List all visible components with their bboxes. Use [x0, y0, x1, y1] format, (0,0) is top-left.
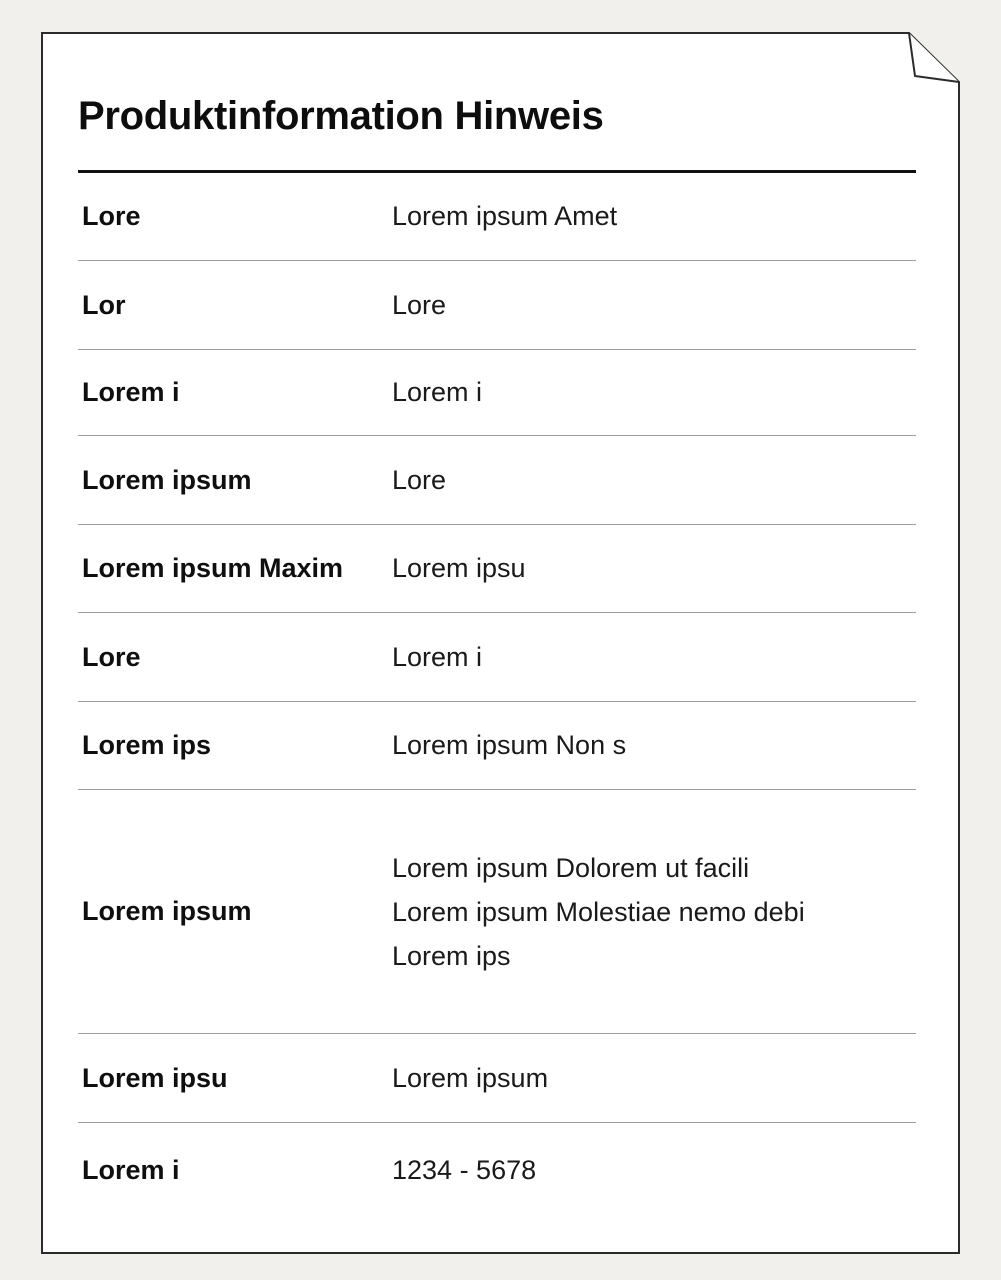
table-row	[78, 790, 916, 1034]
row-label: Lorem ipsum	[82, 896, 252, 926]
table-row	[78, 350, 916, 436]
table-row	[78, 436, 916, 525]
table-row	[78, 261, 916, 350]
row-value: Lore	[392, 289, 447, 320]
document-title: Produktinformation Hinweis	[78, 94, 604, 138]
table-row	[78, 173, 916, 261]
row-value: 1234 - 5678	[392, 1154, 537, 1185]
row-value: Lorem ipsum	[392, 1062, 549, 1093]
row-value: Lorem ipsum Amet	[392, 201, 618, 231]
info-table	[78, 173, 916, 1217]
row-value-line: Lorem ips	[392, 940, 511, 971]
table-row	[78, 525, 916, 613]
row-label: Lorem i	[82, 1154, 180, 1185]
document-sheet	[41, 32, 960, 1254]
row-value-multiline	[392, 846, 916, 978]
row-label: Lorem ipsu	[82, 1062, 228, 1093]
row-value-line: Lorem ipsum Dolorem ut facili	[392, 852, 750, 883]
row-value: Lore	[392, 464, 447, 495]
row-label: Lorem i	[82, 377, 180, 407]
table-row	[78, 1034, 916, 1123]
row-label: Lorem ipsum Maxim	[82, 553, 344, 583]
row-value: Lorem ipsu	[392, 553, 526, 583]
table-row	[78, 613, 916, 702]
row-label: Lor	[82, 289, 126, 320]
table-row	[78, 702, 916, 790]
table-row	[78, 1123, 916, 1217]
row-value: Lorem i	[392, 641, 483, 672]
row-label: Lore	[82, 641, 141, 672]
row-value: Lorem ipsum Non s	[392, 730, 627, 760]
row-value-line: Lorem ipsum Molestiae nemo debi	[392, 896, 805, 927]
row-value: Lorem i	[392, 377, 483, 407]
row-label: Lorem ipsum	[82, 464, 252, 495]
row-label: Lore	[82, 201, 141, 231]
row-label: Lorem ips	[82, 730, 212, 760]
